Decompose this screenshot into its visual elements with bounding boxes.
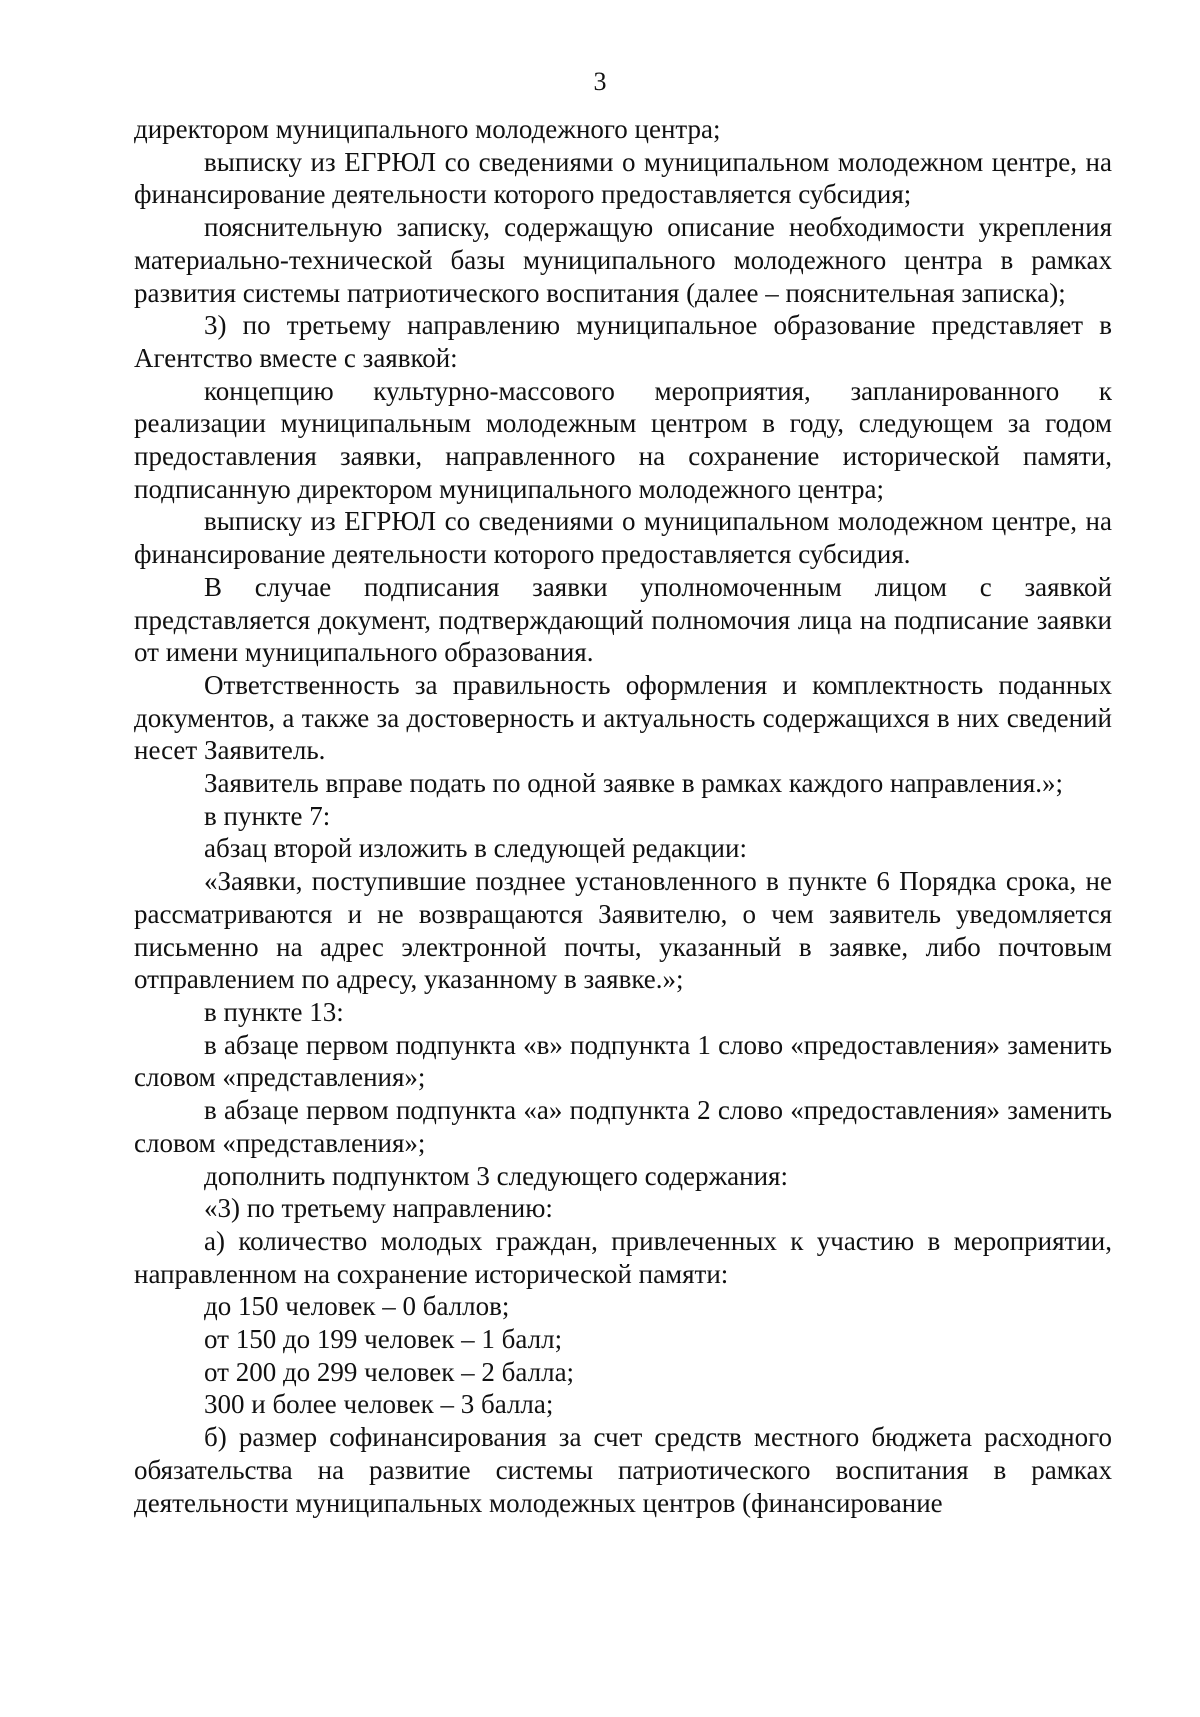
- page-number: 3: [593, 67, 607, 96]
- paragraph-14: в абзаце первом подпункта «в» подпункта 1 слово «предоставления» заменить словом «представления»;: [134, 1029, 1112, 1093]
- paragraph-5: концепцию культурно-массового мероприятия, запланированного к реализации муниципальным молодежным центром в году, следующем за годом предоставления заявки, направленного на сохранение исторической памяти, подписанную директором муниципального молодежного центра;: [134, 375, 1112, 504]
- paragraph-22: 300 и более человек – 3 балла;: [204, 1389, 554, 1420]
- paragraph-6: выписку из ЕГРЮЛ со сведениями о муниципальном молодежном центре, на финансирование деятельности которого предоставляется субсидия.: [134, 506, 1112, 570]
- paragraph-4: 3) по третьему направлению муниципальное образование представляет в Агентство вместе с заявкой:: [134, 310, 1112, 373]
- document-body: [134, 113, 1112, 1519]
- paragraph-8: Ответственность за правильность оформления и комплектность поданных документов, а также за достоверность и актуальность содержащихся в них сведений несет Заявитель.: [134, 669, 1112, 766]
- paragraph-13: в пункте 13:: [204, 996, 344, 1027]
- paragraph-19: до 150 человек – 0 баллов;: [204, 1291, 510, 1322]
- paragraph-11: абзац второй изложить в следующей редакции:: [204, 833, 747, 864]
- paragraph-18: а) количество молодых граждан, привлеченных к участию в мероприятии, направленном на сохранение исторической памяти:: [134, 1225, 1112, 1289]
- paragraph-17: «3) по третьему направлению:: [204, 1193, 553, 1224]
- paragraph-21: от 200 до 299 человек – 2 балла;: [204, 1356, 575, 1387]
- paragraph-15: в абзаце первом подпункта «а» подпункта 2 слово «предоставления» заменить словом «представления»;: [134, 1095, 1112, 1158]
- paragraph-1: директором муниципального молодежного центра;: [134, 114, 721, 144]
- paragraph-10: в пункте 7:: [204, 800, 331, 831]
- paragraph-12: «Заявки, поступившие позднее установленного в пункте 6 Порядка срока, не рассматриваются и не возвращаются Заявителю, о чем заявитель уведомляется письменно на адрес электронной почты, указанный в заявке, либо почтовым отправлением по адресу, указанному в заявке.»;: [134, 866, 1112, 995]
- paragraph-20: от 150 до 199 человек – 1 балл;: [204, 1324, 563, 1355]
- paragraph-23: б) размер софинансирования за счет средств местного бюджета расходного обязательства на развитие системы патриотического воспитания в рамках деятельности муниципальных молодежных центров (финансирование: [134, 1422, 1112, 1518]
- paragraph-7: В случае подписания заявки уполномоченным лицом с заявкой представляется документ, подтверждающий полномочия лица на подписание заявки от имени муниципального образования.: [134, 571, 1112, 668]
- paragraph-16: дополнить подпунктом 3 следующего содержания:: [204, 1160, 788, 1191]
- paragraph-3: пояснительную записку, содержащую описание необходимости укрепления материально-технической базы муниципального молодежного центра в рамках развития системы патриотического воспитания (далее – пояснительная записка);: [134, 212, 1112, 308]
- paragraph-2: выписку из ЕГРЮЛ со сведениями о муниципальном молодежном центре, на финансирование деятельности которого предоставляется субсидия;: [134, 146, 1112, 210]
- paragraph-9: Заявитель вправе подать по одной заявке в рамках каждого направления.»;: [204, 768, 1063, 799]
